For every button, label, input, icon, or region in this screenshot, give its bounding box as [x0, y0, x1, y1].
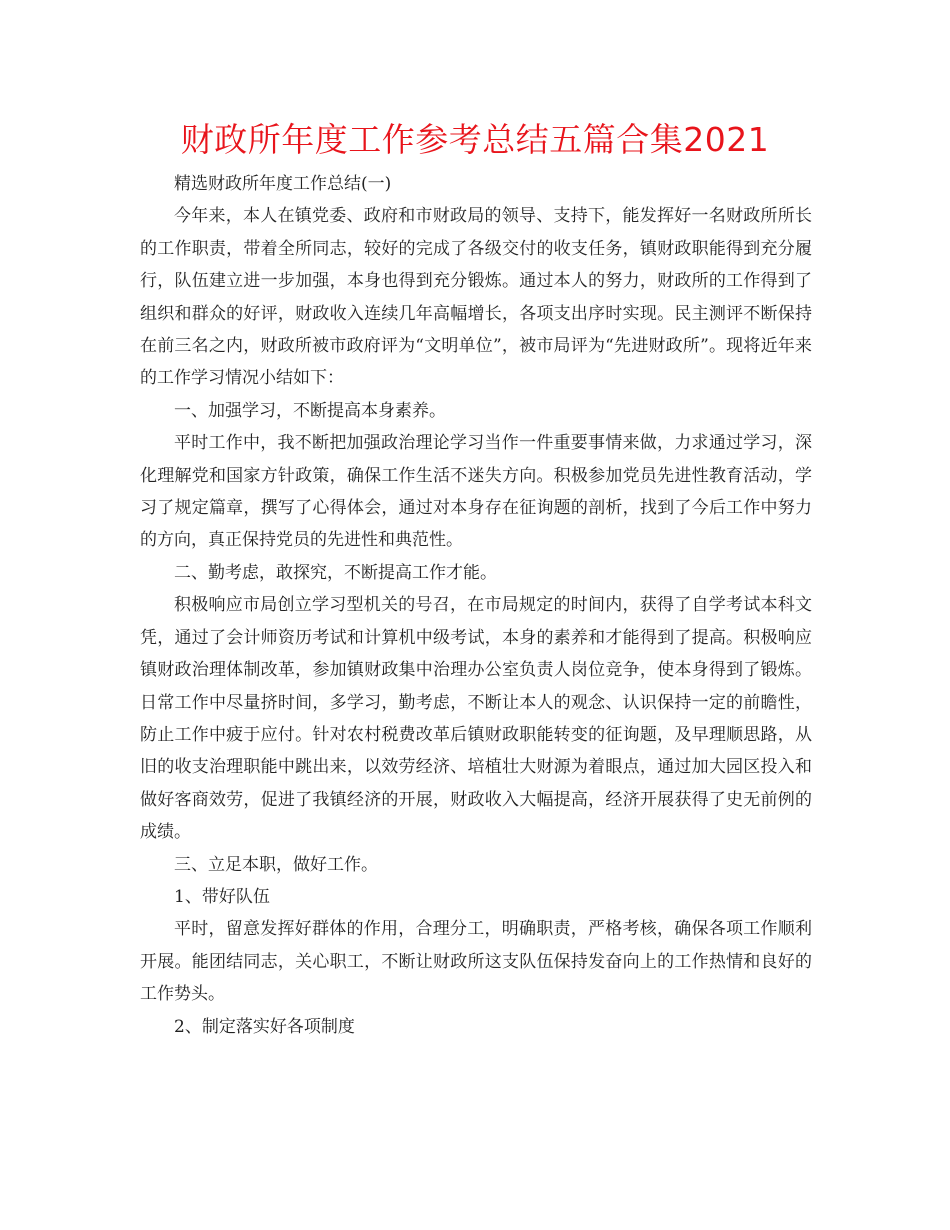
section-heading: 一、加强学习，不断提高本身素养。: [174, 400, 446, 421]
document-title: 财政所年度工作参考总结五篇合集2021: [180, 120, 770, 159]
section-heading: 精选财政所年度工作总结(一): [174, 174, 392, 194]
paragraph: 平时工作中，我不断把加强政治理论学习当作一件重要事情来做，力求通过学习，深化理解党和国家方针政策，确保工作生活不迷失方向。积极参加党员先进性教育活动，学习了规定篇章，撰写了心得体会，通过对本身存在征询题的剖析，找到了今后工作中努力的方向，真正保持党员的先进性和典范性。: [140, 433, 812, 551]
section-heading: 二、勤考虑，敢探究，不断提高工作才能。: [174, 562, 497, 583]
document-body: [140, 168, 812, 1043]
section-heading: 三、立足本职，做好工作。: [174, 854, 378, 875]
paragraph: 积极响应市局创立学习型机关的号召，在市局规定的时间内，获得了自学考试本科文凭，通过了会计师资历考试和计算机中级考试，本身的素养和才能得到了提高。积极响应镇财政治理体制改革，参加镇财政集中治理办公室负责人岗位竞争，使本身得到了锻炼。日常工作中尽量挤时间，多学习，勤考虑，不断让本人的观念、认识保持一定的前瞻性，防止工作中疲于应付。针对农村税费改革后镇财政职能转变的征询题，及早理顺思路，从旧的收支治理职能中跳出来，以效劳经济、培植壮大财源为着眼点，通过加大园区投入和做好客商效劳，促进了我镇经济的开展，财政收入大幅提高，经济开展获得了史无前例的成绩。: [140, 595, 812, 843]
paragraph: 平时，留意发挥好群体的作用，合理分工，明确职责，严格考核，确保各项工作顺利开展。能团结同志，关心职工，不断让财政所这支队伍保持发奋向上的工作热情和良好的工作势头。: [140, 919, 812, 1005]
subsection-heading: 1、带好队伍: [174, 886, 270, 907]
paragraph: 今年来，本人在镇党委、政府和市财政局的领导、支持下，能发挥好一名财政所所长的工作职责，带着全所同志，较好的完成了各级交付的收支任务，镇财政职能得到充分履行，队伍建立进一步加强，本身也得到充分锻炼。通过本人的努力，财政所的工作得到了组织和群众的好评，财政收入连续几年高幅增长，各项支出序时实现。民主测评不断保持在前三名之内，财政所被市政府评为“文明单位”，被市局评为“先进财政所”。现将近年来的工作学习情况小结如下：: [140, 206, 812, 389]
subsection-heading: 2、制定落实好各项制度: [174, 1016, 355, 1037]
